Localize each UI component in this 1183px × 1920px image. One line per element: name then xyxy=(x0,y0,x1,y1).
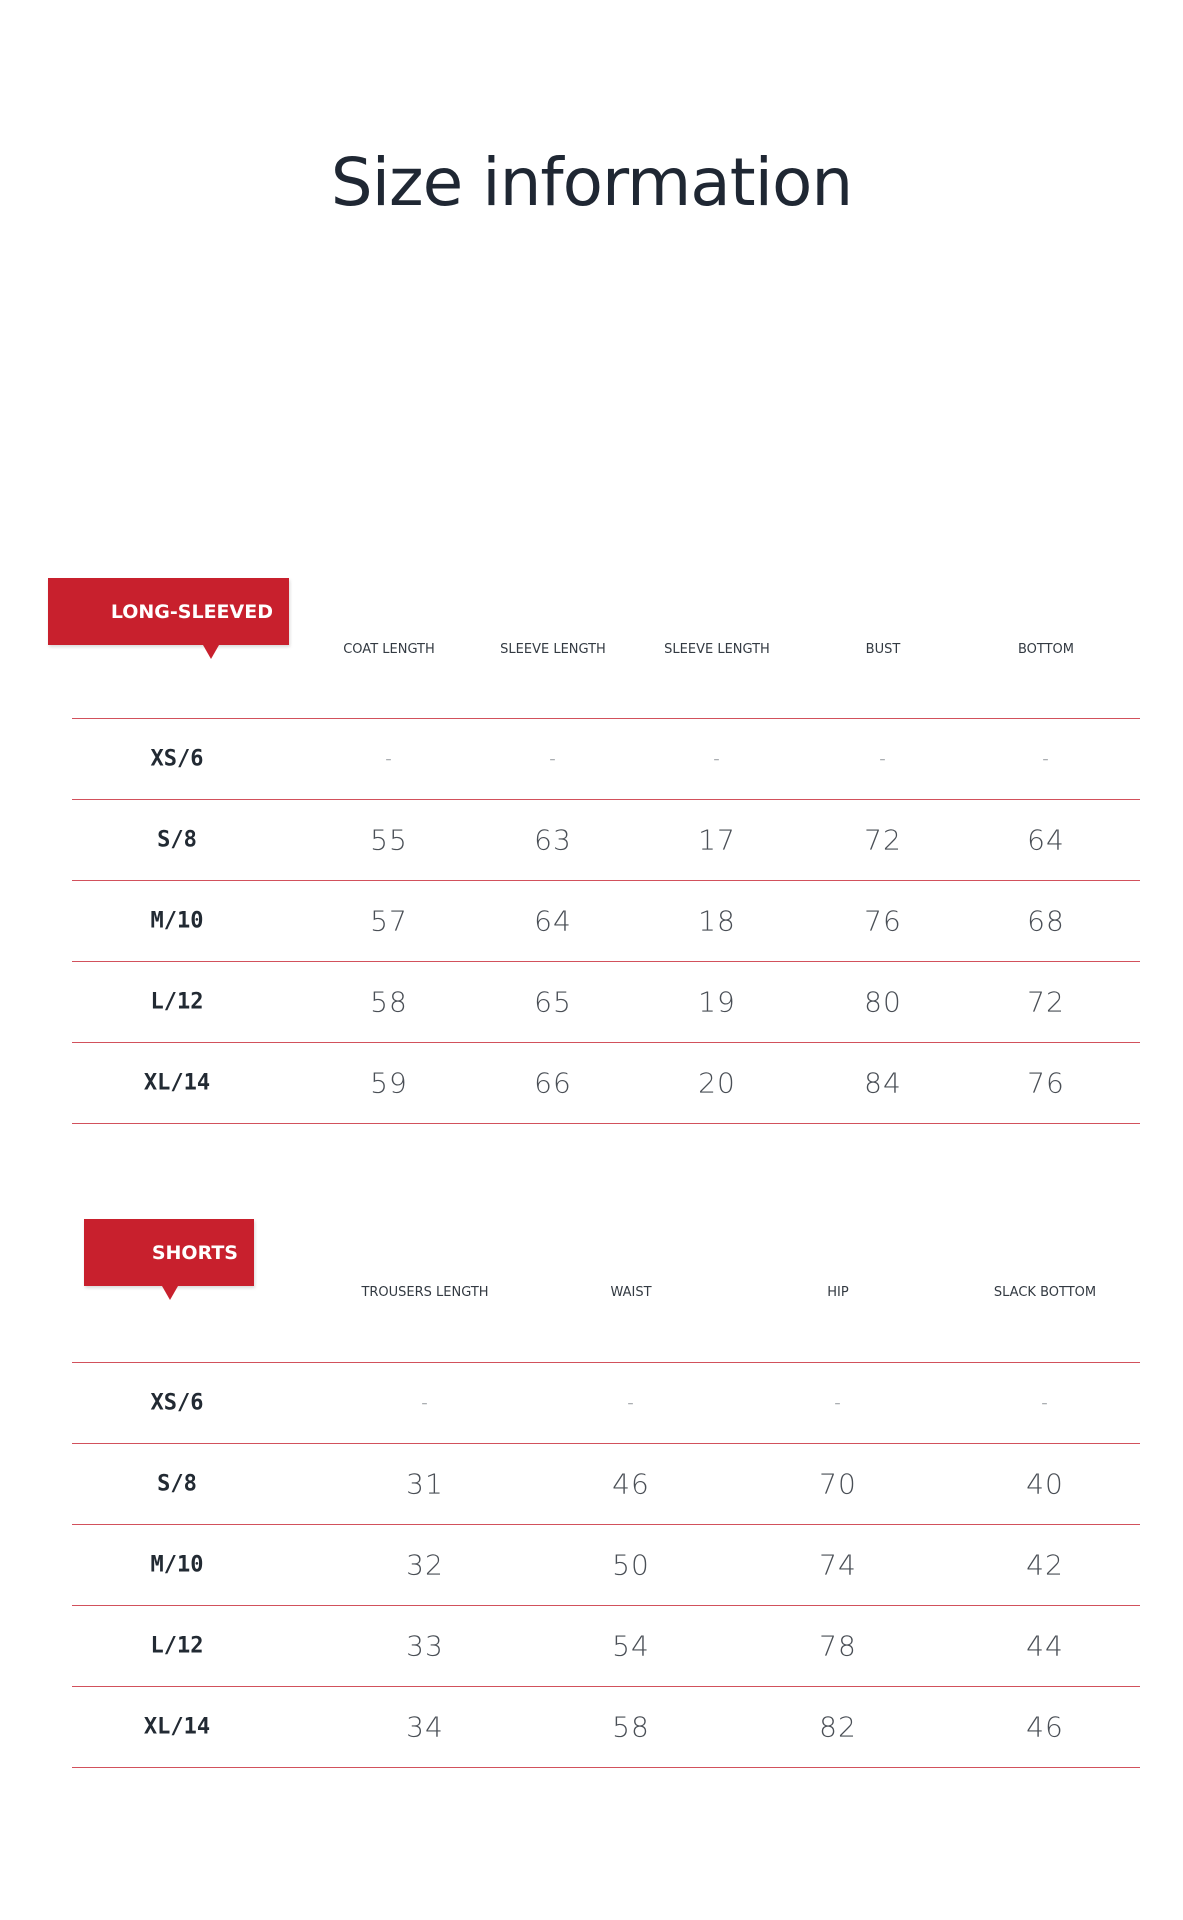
measurement-value: - xyxy=(1042,748,1050,769)
size-label: M/10 xyxy=(150,1552,204,1577)
measurement-value: 76 xyxy=(864,904,902,937)
page-title: Size information xyxy=(330,144,853,221)
size-label: L/12 xyxy=(150,1633,204,1658)
long-sleeved-label: LONG-SLEEVED xyxy=(110,600,273,623)
table-bottom-divider xyxy=(72,1767,1140,1768)
measurement-value: 44 xyxy=(1026,1629,1064,1662)
measurement-value: - xyxy=(421,1392,429,1413)
measurement-value: 32 xyxy=(406,1548,444,1581)
size-label: XL/14 xyxy=(143,1714,211,1739)
table-row xyxy=(72,1042,1140,1124)
table-row xyxy=(72,718,1140,800)
table-row xyxy=(72,1524,1140,1606)
measurement-value: 50 xyxy=(612,1548,650,1581)
measurement-value: - xyxy=(879,748,887,769)
measurement-value: 64 xyxy=(534,904,572,937)
column-header: HIP xyxy=(827,1285,849,1300)
measurement-value: 20 xyxy=(698,1066,736,1099)
table-row xyxy=(72,799,1140,881)
tag-pointer-icon xyxy=(162,1286,178,1300)
measurement-value: 31 xyxy=(406,1467,444,1500)
measurement-value: 33 xyxy=(406,1629,444,1662)
size-label: M/10 xyxy=(150,908,204,933)
shorts-tag xyxy=(84,1219,254,1286)
measurement-value: 58 xyxy=(612,1710,650,1743)
column-header: SLEEVE LENGTH xyxy=(664,642,770,657)
column-header: BOTTOM xyxy=(1017,642,1075,657)
column-header: BUST xyxy=(865,642,901,657)
measurement-value: - xyxy=(627,1392,635,1413)
table-row xyxy=(72,1605,1140,1687)
table-row xyxy=(72,1443,1140,1525)
measurement-value: 74 xyxy=(819,1548,857,1581)
measurement-value: 40 xyxy=(1026,1467,1064,1500)
measurement-value: 84 xyxy=(864,1066,902,1099)
column-header: SLEEVE LENGTH xyxy=(500,642,606,657)
table-row xyxy=(72,880,1140,962)
size-label: L/12 xyxy=(150,989,204,1014)
measurement-value: 63 xyxy=(534,823,572,856)
measurement-value: 80 xyxy=(864,985,902,1018)
measurement-value: 17 xyxy=(698,823,736,856)
table-bottom-divider xyxy=(72,1123,1140,1124)
measurement-value: 58 xyxy=(370,985,408,1018)
measurement-value: - xyxy=(385,748,393,769)
measurement-value: - xyxy=(1041,1392,1049,1413)
size-label: XS/6 xyxy=(150,746,204,771)
measurement-value: 59 xyxy=(370,1066,408,1099)
measurement-value: 66 xyxy=(534,1066,572,1099)
shorts-label: SHORTS xyxy=(151,1241,238,1264)
measurement-value: 46 xyxy=(1026,1710,1064,1743)
table-row xyxy=(72,1362,1140,1444)
measurement-value: 42 xyxy=(1026,1548,1064,1581)
column-header: SLACK BOTTOM xyxy=(993,1285,1097,1300)
measurement-value: - xyxy=(713,748,721,769)
measurement-value: 18 xyxy=(698,904,736,937)
measurement-value: 64 xyxy=(1027,823,1065,856)
measurement-value: 65 xyxy=(534,985,572,1018)
size-label: XL/14 xyxy=(143,1070,211,1095)
measurement-value: 46 xyxy=(612,1467,650,1500)
measurement-value: - xyxy=(549,748,557,769)
column-header: WAIST xyxy=(610,1285,652,1300)
measurement-value: 34 xyxy=(406,1710,444,1743)
table-row xyxy=(72,961,1140,1043)
measurement-value: 78 xyxy=(819,1629,857,1662)
measurement-value: 76 xyxy=(1027,1066,1065,1099)
measurement-value: 68 xyxy=(1027,904,1065,937)
long-sleeved-tag xyxy=(48,578,289,645)
measurement-value: 82 xyxy=(819,1710,857,1743)
size-label: S/8 xyxy=(157,827,197,852)
size-label: S/8 xyxy=(157,1471,197,1496)
column-header: COAT LENGTH xyxy=(343,642,435,657)
table-row xyxy=(72,1686,1140,1768)
size-label: XS/6 xyxy=(150,1390,204,1415)
measurement-value: 54 xyxy=(612,1629,650,1662)
measurement-value: 19 xyxy=(698,985,736,1018)
measurement-value: 72 xyxy=(864,823,902,856)
measurement-value: 57 xyxy=(370,904,408,937)
column-header: TROUSERS LENGTH xyxy=(361,1285,489,1300)
measurement-value: - xyxy=(834,1392,842,1413)
measurement-value: 72 xyxy=(1027,985,1065,1018)
tag-pointer-icon xyxy=(203,645,219,659)
measurement-value: 70 xyxy=(819,1467,857,1500)
measurement-value: 55 xyxy=(370,823,408,856)
